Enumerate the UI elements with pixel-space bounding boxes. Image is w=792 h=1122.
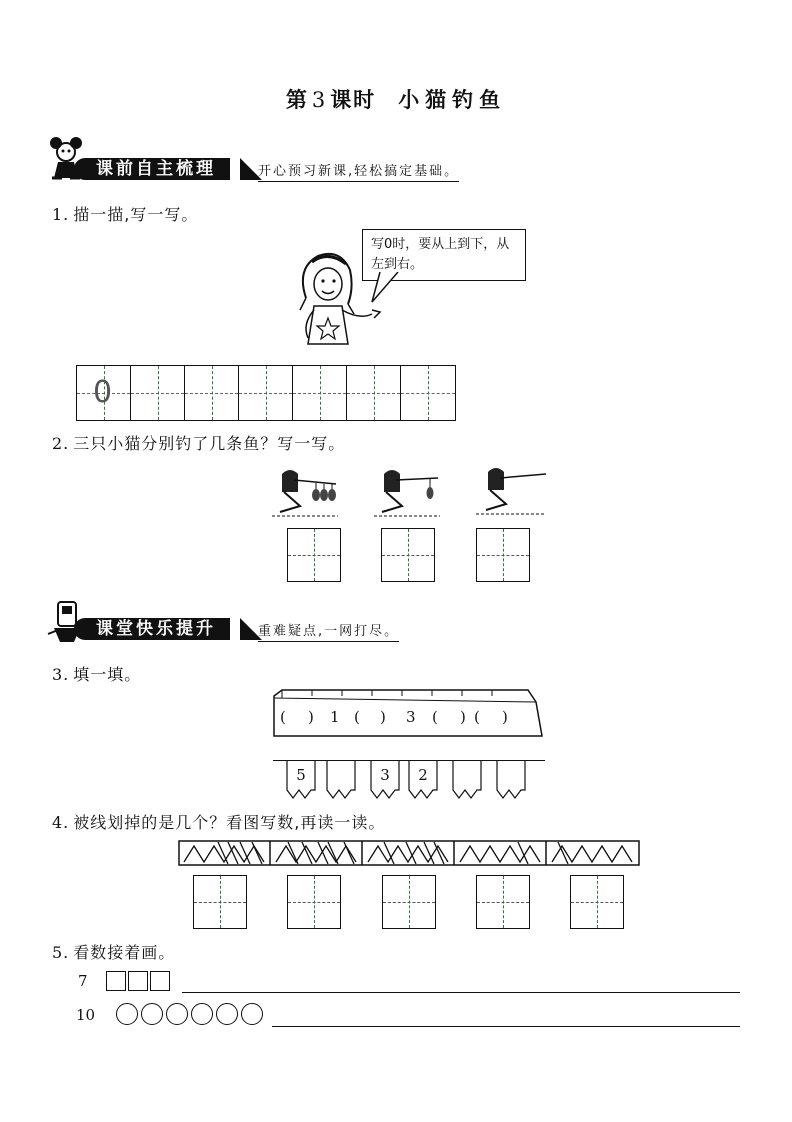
trace-digit: 0 [93, 375, 113, 410]
circle-row [116, 1003, 266, 1025]
answer-box[interactable] [570, 875, 624, 929]
ruler-bracket: ) [308, 708, 314, 726]
question-text: 被线划掉的是几个？看图写数,再读一读。 [73, 813, 386, 832]
ruler-bracket: ( [474, 708, 480, 726]
circle-shape [191, 1003, 213, 1025]
answer-box[interactable] [287, 875, 341, 929]
triangle-strip-icon [178, 840, 640, 866]
ruler-number: 3 [406, 708, 416, 726]
question-2 [52, 431, 345, 454]
number-ruler-row [280, 708, 530, 730]
writing-cell[interactable] [347, 366, 401, 420]
question-1 [52, 202, 198, 225]
answer-box[interactable] [476, 875, 530, 929]
question-text: 填一填。 [73, 665, 142, 684]
number-tag[interactable]: 5 [296, 766, 306, 784]
number-tag[interactable] [453, 760, 481, 790]
circle-shape [216, 1003, 238, 1025]
drawing-line[interactable] [182, 992, 740, 993]
ruler-bracket: ) [380, 708, 386, 726]
answer-box[interactable] [193, 875, 247, 929]
number-tag[interactable] [327, 760, 355, 790]
writing-cell[interactable] [185, 366, 239, 420]
question-number: 1. [52, 205, 70, 224]
cat-fishing-one-fish-icon [372, 462, 442, 520]
tracing-grid [76, 365, 456, 421]
circle-shape [141, 1003, 163, 1025]
square-row [106, 970, 172, 991]
question-number: 5. [52, 943, 70, 962]
speech-bubble: 写0时，要从上到下，从左到右。 [362, 229, 526, 281]
drawing-line[interactable] [272, 1026, 740, 1027]
question-5 [52, 940, 175, 963]
ruler-number: 1 [330, 708, 340, 726]
writing-cell[interactable] [401, 366, 455, 420]
question-number: 3. [52, 665, 70, 684]
square-shape [128, 971, 148, 991]
question-4 [52, 810, 385, 833]
number-tag[interactable] [497, 760, 525, 790]
square-shape [106, 971, 126, 991]
writing-cell[interactable] [293, 366, 347, 420]
cat-fishing-three-fish-icon [270, 462, 340, 520]
answer-box[interactable] [382, 875, 436, 929]
circle-shape [166, 1003, 188, 1025]
draw-row-label: 7 [78, 972, 88, 990]
question-number: 2. [52, 434, 70, 453]
section-banner-preview [44, 150, 484, 186]
ruler-bracket: ( [432, 708, 438, 726]
square-shape [150, 971, 170, 991]
ruler-bracket: ) [502, 708, 508, 726]
question-3 [52, 662, 141, 685]
question-number: 4. [52, 813, 70, 832]
question-text: 三只小猫分别钓了几条鱼？写一写。 [73, 434, 346, 453]
section-tip: 重难疑点,一网打尽。 [258, 620, 399, 642]
title-number: 3 [311, 88, 328, 112]
section-label: 课前自主梳理 [74, 158, 230, 180]
writing-cell[interactable] [239, 366, 293, 420]
cat-fishing-no-fish-icon [474, 458, 548, 518]
ruler-bracket: ( [354, 708, 360, 726]
title-prefix: 第 [285, 88, 309, 112]
question-text: 描一描,写一写。 [73, 205, 199, 224]
answer-box[interactable] [287, 528, 341, 582]
ruler-bracket: ( [280, 708, 286, 726]
number-tag[interactable]: 3 [380, 766, 390, 784]
girl-illustration-icon [288, 248, 383, 356]
section-tip: 开心预习新课,轻松搞定基础。 [258, 160, 459, 182]
draw-row-label: 10 [76, 1006, 96, 1024]
page-title [0, 84, 792, 114]
number-tag[interactable]: 2 [418, 766, 428, 784]
title-suffix: 课时 [330, 88, 377, 112]
question-text: 看数接着画。 [73, 943, 176, 962]
tracing-cell[interactable] [77, 366, 131, 420]
title-topic: 小猫钓鱼 [398, 88, 507, 112]
answer-box[interactable] [381, 528, 435, 582]
number-tags-row [273, 760, 545, 800]
circle-shape [116, 1003, 138, 1025]
circle-shape [241, 1003, 263, 1025]
section-banner-practice [44, 610, 424, 646]
answer-box[interactable] [476, 528, 530, 582]
section-label: 课堂快乐提升 [74, 618, 230, 640]
ruler-bracket: ) [460, 708, 466, 726]
writing-cell[interactable] [131, 366, 185, 420]
